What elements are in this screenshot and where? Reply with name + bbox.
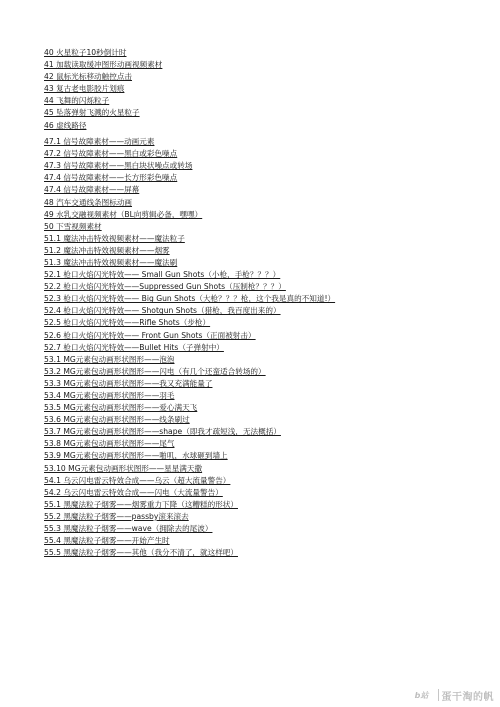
list-item xyxy=(44,68,335,80)
list-item xyxy=(44,314,335,326)
resource-link[interactable]: 54.2 乌云闪电雷云特效合成——闪电（大流量警告） xyxy=(44,487,223,497)
list-item xyxy=(44,496,335,508)
list-item xyxy=(44,218,335,230)
resource-link[interactable]: 54.1 乌云闪电雷云特效合成——乌云（超大流量警告） xyxy=(44,475,231,485)
resource-link[interactable]: 53.4 MG元素包动画形状图形——羽毛 xyxy=(44,391,175,401)
list-item xyxy=(44,206,335,218)
list-item xyxy=(44,387,335,399)
resource-link[interactable]: 47.1 信号故障素材——动画元素 xyxy=(44,137,155,147)
resource-link[interactable]: 53.9 MG元素包动画形状图形——啪叽，水球砸到墙上 xyxy=(44,451,228,461)
list-item xyxy=(44,447,335,459)
resource-link[interactable]: 49 水乳交融视频素材（BL向剪辑必备，嘿嘿） xyxy=(44,209,203,219)
list-item xyxy=(44,351,335,363)
list-item xyxy=(44,411,335,423)
resource-list xyxy=(44,44,335,556)
resource-link[interactable]: 47.4 信号故障素材——屏幕 xyxy=(44,185,140,195)
list-item xyxy=(44,375,335,387)
resource-link[interactable]: 53.5 MG元素包动画形状图形——爱心满天飞 xyxy=(44,403,198,413)
resource-link[interactable]: 55.4 黑魔法粒子烟雾——开始产生时 xyxy=(44,536,170,546)
resource-link[interactable]: 52.3 枪口火焰闪光特效—— Big Gun Shots（大枪？？？枪，这个我是真的不知道!） xyxy=(44,294,336,304)
resource-link[interactable]: 52.5 枪口火焰闪光特效——Rifle Shots（步枪） xyxy=(44,318,211,328)
list-item xyxy=(44,363,335,375)
list-item xyxy=(44,339,335,351)
list-item xyxy=(44,278,335,290)
resource-link[interactable]: 53.8 MG元素包动画形状图形——尾气 xyxy=(44,439,175,449)
resource-link[interactable]: 40 火星粒子10秒倒计时 xyxy=(44,48,127,57)
list-item xyxy=(44,472,335,484)
resource-link[interactable]: 47.2 信号故障素材——黑白或彩色噪点 xyxy=(44,149,178,159)
watermark-text: 蛋干淘的帆 xyxy=(441,691,494,703)
resource-link[interactable]: 55.2 黑魔法粒子烟雾——passby滚来滚去 xyxy=(44,511,189,521)
resource-link[interactable]: 44 飞舞的闪烁粒子 xyxy=(44,96,110,106)
resource-link[interactable]: 53.6 MG元素包动画形状图形——线条刷过 xyxy=(44,415,190,425)
watermark xyxy=(409,687,495,703)
resource-link[interactable]: 47.4 信号故障素材——长方形彩色噪点 xyxy=(44,173,178,183)
resource-link[interactable]: 53.7 MG元素包动画形状图形——shape（即我才疏短浅，无法概括） xyxy=(44,427,281,437)
list-item xyxy=(44,133,335,145)
list-item xyxy=(44,484,335,496)
resource-link[interactable]: 53.2 MG元素包动画形状图形——闪电（有几个还蛮适合转场的） xyxy=(44,366,266,376)
list-item xyxy=(44,327,335,339)
list-item xyxy=(44,56,335,68)
list-item xyxy=(44,157,335,169)
list-item xyxy=(44,290,335,302)
list-item xyxy=(44,169,335,181)
resource-link[interactable]: 48 汽车交通线条图标动画 xyxy=(44,197,133,207)
resource-link[interactable]: 55.1 黑魔法粒子烟雾——烟雾重力下降（这糟糕的形状） xyxy=(44,499,238,509)
list-item xyxy=(44,181,335,193)
watermark-divider xyxy=(438,689,439,701)
list-item xyxy=(44,117,335,129)
bilibili-logo-icon: b站 xyxy=(414,690,429,700)
resource-link[interactable]: 45 坠落弹射飞溅的火星粒子 xyxy=(44,108,140,118)
resource-link[interactable]: 53.3 MG元素包动画形状图形——我又充满能量了 xyxy=(44,378,213,388)
list-item xyxy=(44,242,335,254)
resource-link[interactable]: 43 复古老电影胶片划痕 xyxy=(44,84,125,94)
resource-link[interactable]: 53.1 MG元素包动画形状图形——泡泡 xyxy=(44,354,175,364)
list-item xyxy=(44,460,335,472)
resource-link[interactable]: 53.10 MG元素包动画形状图形——星星满天撒 xyxy=(44,463,203,473)
resource-link[interactable]: 50 下雪视频素材 xyxy=(44,221,102,231)
resource-link[interactable]: 52.1 枪口火焰闪光特效—— Small Gun Shots（小枪，手枪？？？） xyxy=(44,270,281,280)
resource-link[interactable]: 52.2 枪口火焰闪光特效——Suppressed Gun Shots（压制枪？？？） xyxy=(44,282,286,292)
list-item xyxy=(44,423,335,435)
list-item xyxy=(44,80,335,92)
resource-link[interactable]: 51.1 魔法冲击特效视频素材——魔法粒子 xyxy=(44,233,185,243)
list-item xyxy=(44,508,335,520)
list-item xyxy=(44,44,335,56)
list-item xyxy=(44,104,335,116)
list-item xyxy=(44,254,335,266)
resource-link[interactable]: 51.3 魔法冲击特效视频素材——魔法刷 xyxy=(44,257,178,267)
resource-link[interactable]: 52.4 枪口火焰闪光特效—— Shotgun Shots（猎枪，我百度出来的） xyxy=(44,306,281,316)
resource-link[interactable]: 55.3 黑魔法粒子烟雾——wave（拥除去的尾波） xyxy=(44,524,213,534)
resource-link[interactable]: 51.2 魔法冲击特效视频素材——烟雾 xyxy=(44,245,170,255)
list-item xyxy=(44,544,335,556)
resource-link[interactable]: 52.7 枪口火焰闪光特效——Bullet Hits（子弹射中） xyxy=(44,342,224,352)
resource-link[interactable]: 42 鼠标光标移动触控点击 xyxy=(44,72,133,82)
resource-link[interactable]: 46 虚线路径 xyxy=(44,120,87,130)
resource-link[interactable]: 47.3 信号故障素材——黑白块状噪点或转场 xyxy=(44,161,193,171)
list-item xyxy=(44,145,335,157)
list-item xyxy=(44,266,335,278)
resource-link[interactable]: 52.6 枪口火焰闪光特效—— Front Gun Shots（正面被射击） xyxy=(44,330,256,340)
resource-link[interactable]: 41 加载读取缓冲图形动画视频素材 xyxy=(44,60,163,70)
list-item xyxy=(44,399,335,411)
list-item xyxy=(44,520,335,532)
list-item xyxy=(44,435,335,447)
list-item xyxy=(44,532,335,544)
resource-link[interactable]: 55.5 黑魔法粒子烟雾——其他（我分不清了，就这样吧） xyxy=(44,548,238,558)
list-item xyxy=(44,194,335,206)
list-item xyxy=(44,230,335,242)
list-item xyxy=(44,302,335,314)
list-item xyxy=(44,92,335,104)
